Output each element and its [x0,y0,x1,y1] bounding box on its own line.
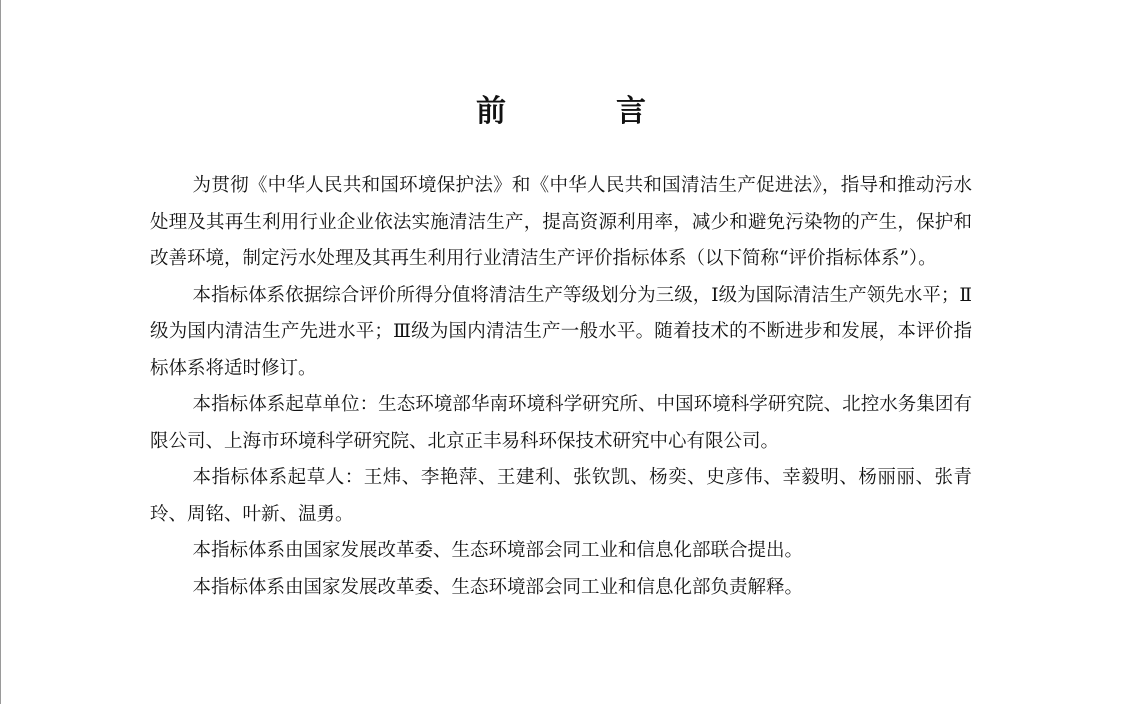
paragraph-purpose: 为贯彻《中华人民共和国环境保护法》和《中华人民共和国清洁生产促进法》，指导和推动污水处理及其再生利用行业企业依法实施清洁生产，提高资源利用率，减少和避免污染物的产生，保护和改善环境，制定污水处理及其再生利用行业清洁生产评价指标体系（以下简称“评价指标体系”）。 [150,175,972,269]
paragraph-proposed-by: 本指标体系由国家发展改革委、生态环境部会同工业和信息化部联合提出。 [192,540,804,561]
document-body [150,168,972,606]
paragraph-interpreted-by: 本指标体系由国家发展改革委、生态环境部会同工业和信息化部负责解释。 [192,576,804,598]
page-left-edge [0,0,1,704]
paragraph-drafting-units: 本指标体系起草单位：生态环境部华南环境科学研究所、中国环境科学研究院、北控水务集团有限公司、上海市环境科学研究院、北京正丰易科环保技术研究中心有限公司。 [150,394,972,452]
paragraph-drafters: 本指标体系起草人：王炜、李艳萍、王建利、张钦凯、杨奕、史彦伟、幸毅明、杨丽丽、张青玲、周铭、叶新、温勇。 [150,467,972,525]
page-title: 前 言 [476,94,686,129]
document-page [150,90,972,606]
paragraph-grading-levels: 本指标体系依据综合评价所得分值将清洁生产等级划分为三级，Ⅰ级为国际清洁生产领先水平；Ⅱ级为国内清洁生产先进水平；Ⅲ级为国内清洁生产一般水平。随着技术的不断进步和发展，本评价指标体系将适时修订。 [150,284,972,379]
